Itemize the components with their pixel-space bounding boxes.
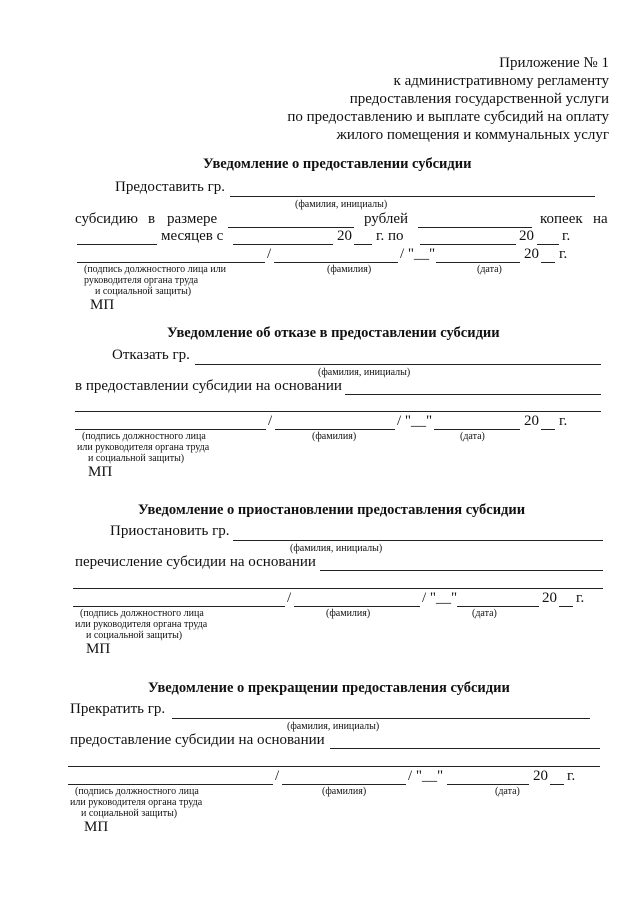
header-line-1: Приложение № 1 <box>499 55 609 71</box>
surname-caption: (фамилия) <box>322 786 367 797</box>
signature-caption-1: (подпись должностного лица или <box>84 264 226 275</box>
signature-field[interactable] <box>75 429 266 430</box>
from-year-field[interactable] <box>354 244 372 245</box>
year-20: 20 <box>524 413 539 429</box>
surname-field[interactable] <box>282 784 406 785</box>
signature-caption-2: или руководителя органа труда <box>75 619 208 630</box>
surname-caption: (фамилия) <box>327 264 372 275</box>
year-field[interactable] <box>541 262 555 263</box>
quote-day: / "__" <box>408 768 444 784</box>
quote-day: / "__" <box>397 413 433 429</box>
text-kop: копеек <box>540 211 583 227</box>
year-field[interactable] <box>550 784 564 785</box>
signature-field[interactable] <box>77 262 265 263</box>
to-date-field[interactable] <box>420 244 516 245</box>
slash: / <box>267 246 272 262</box>
slash: / <box>275 768 280 784</box>
quote-day: / "__" <box>422 590 458 606</box>
surname-caption: (фамилия) <box>312 431 357 442</box>
fio-caption: (фамилия, инициалы) <box>290 543 383 554</box>
header-line-5: жилого помещения и коммунальных услуг <box>336 127 609 143</box>
stamp-mp: МП <box>90 297 115 313</box>
fio-caption: (фамилия, инициалы) <box>318 367 411 378</box>
fio-caption: (фамилия, инициалы) <box>287 721 380 732</box>
text-amount: размере <box>167 211 218 227</box>
surname-field[interactable] <box>275 429 395 430</box>
fio-field[interactable] <box>195 364 601 365</box>
year-field[interactable] <box>559 606 573 607</box>
date-field[interactable] <box>457 606 539 607</box>
header-line-4: по предоставлению и выплате субсидий на оплату <box>287 109 609 125</box>
lead-text: Приостановить гр. <box>110 523 230 539</box>
stamp-mp: МП <box>88 464 113 480</box>
signature-caption-3: и социальной защиты) <box>86 630 183 641</box>
header-line-2: к административному регламенту <box>393 73 609 89</box>
months-field[interactable] <box>77 244 157 245</box>
kopecks-field[interactable] <box>418 227 532 228</box>
date-caption: (дата) <box>460 431 485 442</box>
signature-caption-2: или руководителя органа труда <box>70 797 203 808</box>
date-caption: (дата) <box>477 264 502 275</box>
text-subsidy: субсидию <box>75 211 138 227</box>
section-title: Уведомление о приостановлении предоставления субсидии <box>138 502 526 518</box>
section-title: Уведомление о прекращении предоставления субсидии <box>148 680 510 696</box>
stamp-mp: МП <box>86 641 111 657</box>
basis-field-2[interactable] <box>73 588 603 589</box>
surname-caption: (фамилия) <box>326 608 371 619</box>
date-caption: (дата) <box>495 786 520 797</box>
basis-field-2[interactable] <box>68 766 600 767</box>
to-year-field[interactable] <box>537 244 559 245</box>
text-20-from: 20 <box>337 228 352 244</box>
stamp-mp: МП <box>84 819 109 835</box>
lead-text: Предоставить гр. <box>115 179 226 195</box>
signature-caption-3: и социальной защиты) <box>81 808 178 819</box>
surname-field[interactable] <box>294 606 420 607</box>
signature-caption-1: (подпись должностного лица <box>80 608 204 619</box>
date-field[interactable] <box>447 784 529 785</box>
fio-field[interactable] <box>172 718 590 719</box>
basis-text: в предоставлении субсидии на основании <box>75 378 342 394</box>
year-g: г. <box>559 246 568 262</box>
text-rub: рублей <box>364 211 409 227</box>
signature-caption-3: и социальной защиты) <box>95 286 192 297</box>
text-g-po: г. по <box>376 228 404 244</box>
date-field[interactable] <box>434 429 520 430</box>
year-g: г. <box>576 590 585 606</box>
year-20: 20 <box>542 590 557 606</box>
basis-field[interactable] <box>320 570 603 571</box>
section-title: Уведомление о предоставлении субсидии <box>203 156 472 172</box>
signature-caption-2: или руководителя органа труда <box>77 442 210 453</box>
year-20: 20 <box>524 246 539 262</box>
fio-caption: (фамилия, инициалы) <box>295 199 388 210</box>
signature-caption-1: (подпись должностного лица <box>82 431 206 442</box>
surname-field[interactable] <box>274 262 398 263</box>
fio-field[interactable] <box>230 196 595 197</box>
date-field[interactable] <box>436 262 520 263</box>
slash: / <box>287 590 292 606</box>
date-caption: (дата) <box>472 608 497 619</box>
fio-field[interactable] <box>233 540 603 541</box>
year-field[interactable] <box>541 429 555 430</box>
signature-caption-2: руководителя органа труда <box>84 275 199 286</box>
signature-field[interactable] <box>73 606 285 607</box>
quote-day: / "__" <box>400 246 436 262</box>
year-20: 20 <box>533 768 548 784</box>
from-date-field[interactable] <box>233 244 333 245</box>
basis-text: предоставление субсидии на основании <box>70 732 325 748</box>
basis-field-2[interactable] <box>75 411 601 412</box>
basis-field[interactable] <box>330 748 600 749</box>
basis-field[interactable] <box>345 394 601 395</box>
year-g: г. <box>559 413 568 429</box>
signature-caption-1: (подпись должностного лица <box>75 786 199 797</box>
signature-field[interactable] <box>68 784 273 785</box>
section-title: Уведомление об отказе в предоставлении субсидии <box>167 325 500 341</box>
lead-text: Отказать гр. <box>112 347 190 363</box>
text-g: г. <box>562 228 571 244</box>
slash: / <box>268 413 273 429</box>
basis-text: перечисление субсидии на основании <box>75 554 316 570</box>
text-na: на <box>593 211 608 227</box>
year-g: г. <box>567 768 576 784</box>
lead-text: Прекратить гр. <box>70 701 166 717</box>
text-months-from: месяцев с <box>161 228 224 244</box>
header-line-3: предоставления государственной услуги <box>349 91 609 107</box>
text-20-to: 20 <box>519 228 534 244</box>
rubles-field[interactable] <box>228 227 354 228</box>
signature-caption-3: и социальной защиты) <box>88 453 185 464</box>
text-in: в <box>148 211 156 227</box>
